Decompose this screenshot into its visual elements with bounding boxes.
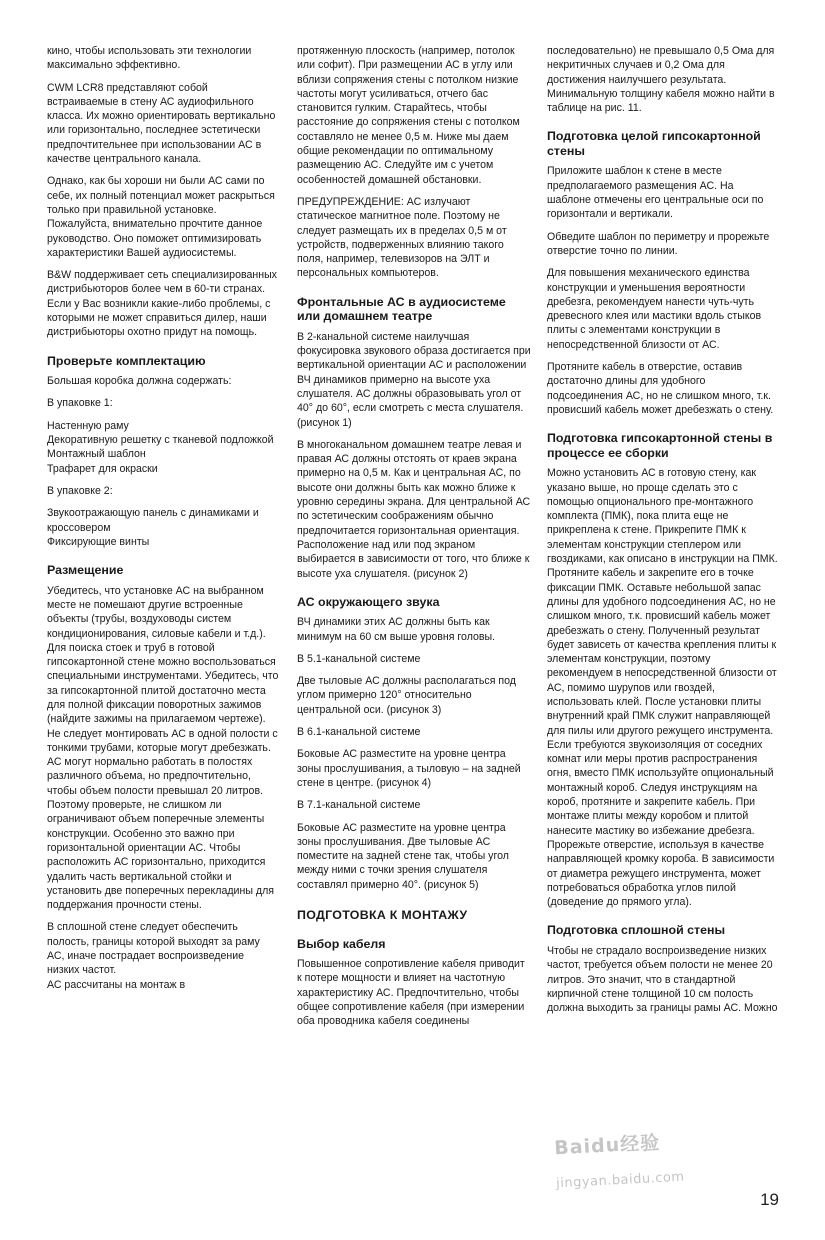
heading-drywall-prep: Подготовка целой гипсокартонной стены [547, 129, 761, 158]
paragraph: Две тыловые АС должны располагаться под углом примерно 120° относительно центральной оси. (рисунок 3) [297, 675, 516, 716]
list-item: Трафарет для окраски [47, 462, 158, 475]
paragraph: Убедитесь, что установке АС на выбранном месте не помешают другие встроенные объекты (трубы, воздуховоды систем кондиционирования, силовые кабели и т.д.). Для поиска стоек и труб в готовой гипсокартонной стене можно воспользоваться специальными инструментами. Убедитесь, что за гипсокартонной плитой достаточно места для полной фиксации поворотных зажимов (найдите зажимы на прилагаемом чертеже). Не следует монтировать АС в одной полости с тонкими трубами, которые могут дребезжать. АС могут нормально работать в полостях различного объема, но предпочтительно, чтобы объем полости превышал 20 литров. Поэтому проверьте, не слишком ли ограничивают объем поперечные элементы конструкции. Особенно это важно при горизонтальной ориентации АС. Чтобы расположить АС горизонтально, приходится удалить часть вертикальной стойки и установить две поперечных перекладины для поддержания прочности стены. [47, 584, 279, 912]
package-1-list [47, 419, 279, 476]
subheading-5-1: В 5.1-канальной системе [297, 652, 421, 665]
paragraph: В сплошной стене следует обеспечить полость, границы которой выходят за раму АС, иначе пострадает воспроизведение низких частот. [47, 921, 260, 977]
column-2 [297, 44, 531, 1037]
list-item: Звукоотражающую панель с динамиками и кроссовером [47, 507, 259, 534]
subheading-7-1: В 7.1-канальной системе [297, 799, 421, 812]
paragraph: Можно установить АС в готовую стену, как указано выше, но проще сделать это с помощью опционального пре-монтажного комплекта (ПМК), пока плита еще не прикреплена к стене. Прикрепите ПМК к элементам конструкции степлером или гвоздиками, как описано в инструкции на ПМК. Протяните кабель и закрепите его в точке фиксации ПМК. Оставьте небольшой запас длины для удобного подсоединения АС, но не слишком много, т.к. провисший кабель может дребезжать о стену. Полученный результат будет зависеть от качества крепления плиты к элементам конструкции, поэтому рекомендуем в непосредственной близости от АС, помимо шурупов или гвоздей, использовать клей. После установки плиты внутренний край ПМК служит направляющей для пилы или другого режущего инструмента. Если требуются звукоизоляция от соседних комнат или меры против распространения огня, вместо ПМК используйте опциональный монтажный короб. Следуя инструкциям на короб, протяните и закрепите кабель. При монтаже плиты между коробом и плитой нанесите мастику во избежание дребезга. Прорежьте отверстие, используя в качестве направляющей кромку короба. В зависимости от диаметра режущего инструмента, может потребоваться обработка углов пилой (доведение до прямого угла). [547, 467, 778, 909]
heading-installation-prep: ПОДГОТОВКА К МОНТАЖУ [297, 908, 468, 923]
heading-solid-wall: Подготовка сплошной стены [547, 923, 726, 938]
paragraph: последовательно) не превышало 0,5 Ома для некритичных случаев и 0,2 Ома для достижения наилучшего результата. Минимальную толщину кабеля можно найти в таблице на рис. 11. [547, 45, 775, 115]
list-item: Фиксирующие винты [47, 535, 150, 548]
paragraph: Большая коробка должна содержать: [47, 375, 232, 388]
heading-surround-speakers: АС окружающего звука [297, 594, 440, 609]
heading-check-contents: Проверьте комплектацию [47, 353, 206, 368]
paragraph: Боковые АС разместите на уровне центра зоны прослушивания. Две тыловые АС поместите на задней стене так, чтобы угол между ними с точки зрения слушателя составлял примерно 40°. (рисунок 5) [297, 821, 509, 891]
paragraph: Приложите шаблон к стене в месте предполагаемого размещения АС. На шаблоне отмечены его центральные оси по горизонтали и вертикали. [547, 165, 764, 221]
package-1-title: В упаковке 1: [47, 397, 113, 410]
paragraph: Протяните кабель в отверстие, оставив достаточно длины для удобного подсоединения АС, но не слишком много, т.к. провисший кабель может дребезжать о стену. [547, 361, 774, 416]
list-item: Декоративную решетку с тканевой подложкой [47, 434, 274, 447]
column-3 [547, 44, 779, 1023]
warning-paragraph: ПРЕДУПРЕЖДЕНИЕ: АС излучают статическое магнитное поле. Поэтому не следует размещать их в пределах 0,5 м от устройств, подверженных влиянию такого поля, например, телевизоров на ЭЛТ и персональных компьютеров. [297, 195, 507, 280]
paragraph: Для повышения механического единства конструкции и уменьшения вероятности дребезга, рекомендуем нанести чуть-чуть древесного клея или мастики вдоль стыков плиты с элементами конструкции в непосредственной близости от АС. [547, 267, 762, 351]
paragraph: ВЧ динамики этих АС должны быть как минимум на 60 см выше уровня головы. [297, 616, 496, 643]
paragraph: CWM LCR8 представляют собой встраиваемые в стену АС аудиофильного класса. Их можно ориентировать вертикально или горизонтально, последнее эстетически предпочтительнее при использовании АС в качестве центрального канала. [47, 81, 276, 166]
paragraph: В многоканальном домашнем театре левая и правая АС должны отстоять от краев экрана примерно на 0,5 м. Как и центральная АС, по высоте они должны быть как можно ближе к уровню середины экрана. Для центральной АС по эстетическим соображениям обычно предпочитается горизонтальная ориентация. Расположение над или под экраном выбирается в зависимости от того, что ближе к высоте уха слушателя. (рисунок 2) [297, 438, 531, 580]
page-number: 19 [760, 1190, 779, 1209]
paragraph: В 2-канальной системе наилучшая фокусировка звукового образа достигается при вертикальной ориентации АС и расположении ВЧ динамиков примерно на высоте уха слушателя. АС должны образовывать угол от 40° до 60°, если смотреть с места слушателя. (рисунок 1) [297, 330, 531, 429]
paragraph: Обведите шаблон по периметру и прорежьте отверстие точно по линии. [547, 230, 770, 257]
paragraph: Однако, как бы хороши ни были АС сами по себе, их полный потенциал может раскрыться только при правильной установке. Пожалуйста, внимательно прочтите данное руководство. Оно поможет оптимизировать характеристики Вашей аудиосистемы. [47, 175, 275, 259]
heading-cable-selection: Выбор кабеля [297, 936, 386, 951]
paragraph: АС рассчитаны на монтаж в [47, 978, 186, 991]
heading-front-speakers: Фронтальные АС в аудиосистеме или домашнем театре [297, 294, 506, 324]
paragraph: Повышенное сопротивление кабеля приводит к потере мощности и влияет на частотную характеристику АС. Предпочтительно, чтобы общее сопротивление кабеля (при измерении оба проводника кабеля соединены [297, 958, 525, 1028]
paragraph: кино, чтобы использовать эти технологии максимально эффективно. [47, 45, 252, 72]
watermark-logo [554, 1127, 685, 1192]
paragraph: Чтобы не страдало воспроизведение низких частот, требуется объем полости не менее 20 литров. Это значит, что в стандартной кирпичной стене толщиной 10 см полость должна выходить за границы рамы АС. Можно [547, 944, 778, 1015]
watermark-url: jingyan.baidu.com [555, 1169, 685, 1192]
package-2-title: В упаковке 2: [47, 484, 113, 497]
package-2-list [47, 506, 279, 549]
heading-placement: Размещение [47, 563, 124, 578]
subheading-6-1: В 6.1-канальной системе [297, 726, 421, 739]
paragraph: протяженную плоскость (например, потолок или софит). При размещении АС в углу или вблизи сопряжения стены с потолком низкие частоты могут усиливаться, отчего бас становится гулким. Старайтесь, чтобы расстояние до сопряжения стены с потолком составляло не менее 0,5 м. Ниже мы даем общие рекомендации по оптимальному размещению АС. Следуйте им с учетом особенностей домашней обстановки. [297, 45, 520, 186]
list-item: Монтажный шаблон [47, 448, 146, 461]
list-item: Настенную раму [47, 419, 129, 432]
column-1 [47, 44, 279, 1000]
watermark-main: Baidu经验 [553, 1131, 661, 1160]
heading-drywall-assembly: Подготовка гипсокартонной стены в процессе ее сборки [547, 431, 773, 460]
paragraph: B&W поддерживает сеть специализированных дистрибьюторов более чем в 60-ти странах. Если у Вас возникли какие-либо проблемы, с которыми не может справиться дилер, наши дистрибьюторы охотно придут на помощь. [47, 269, 277, 339]
paragraph: Боковые АС разместите на уровне центра зоны прослушивания, а тыловую – на задней стене в центре. (рисунок 4) [297, 748, 521, 789]
